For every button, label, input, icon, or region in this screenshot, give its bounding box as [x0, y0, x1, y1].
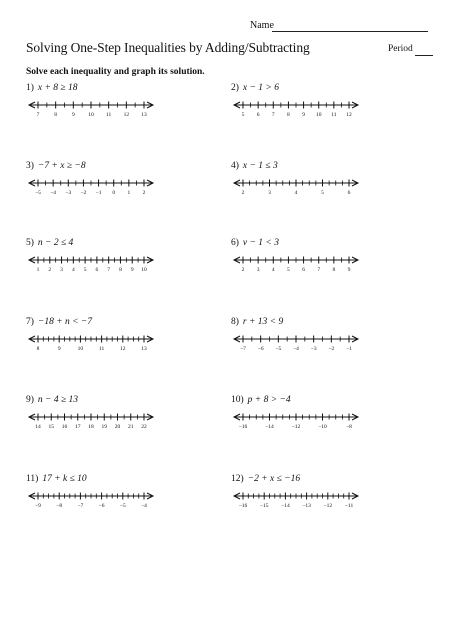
- tick-label: 17: [75, 424, 81, 430]
- tick-label: −10: [318, 424, 327, 430]
- inequality-expression: x + 8 ≥ 18: [37, 83, 78, 93]
- problem-10: [231, 395, 431, 455]
- tick-label: −5: [119, 503, 126, 509]
- inequality-expression: −7 + x ≥ −8: [37, 161, 86, 171]
- tick-label: 2: [142, 190, 146, 196]
- tick-label: −4: [293, 346, 299, 352]
- number-line[interactable]: [26, 482, 156, 512]
- tick-label: 12: [346, 112, 352, 118]
- tick-label: −2: [328, 346, 335, 352]
- tick-label: −8: [56, 503, 63, 509]
- tick-label: −4: [141, 503, 147, 509]
- number-line[interactable]: [26, 169, 156, 199]
- tick-label: −4: [50, 190, 57, 196]
- problem-1: [26, 83, 226, 143]
- instructions: Solve each inequality and graph its solution.: [26, 67, 205, 77]
- inequality-expression: −2 + x ≤ −16: [247, 474, 301, 484]
- tick-label: 18: [88, 424, 94, 430]
- tick-label: 4: [294, 190, 298, 196]
- tick-label: 1: [36, 267, 40, 273]
- problem-number: 5): [26, 238, 34, 248]
- problem-7: [26, 317, 226, 377]
- tick-label: 21: [128, 424, 134, 430]
- inequality-expression: x − 1 ≤ 3: [242, 161, 278, 171]
- problem-number: 4): [231, 161, 239, 171]
- tick-label: 12: [120, 346, 126, 352]
- tick-label: −13: [302, 503, 311, 509]
- tick-label: 22: [141, 424, 147, 430]
- problem-2: [231, 83, 431, 143]
- tick-label: 9: [57, 346, 61, 352]
- number-line[interactable]: [231, 482, 361, 512]
- problem-number: 12): [231, 474, 244, 484]
- tick-label: 5: [83, 267, 87, 273]
- problem-number: 8): [231, 317, 239, 327]
- tick-label: 11: [106, 112, 112, 118]
- tick-label: 3: [256, 267, 260, 273]
- name-blank-line[interactable]: [272, 31, 428, 32]
- inequality-expression: r + 13 < 9: [242, 317, 284, 327]
- problem-8: [231, 317, 431, 377]
- problem-9: [26, 395, 226, 455]
- tick-label: 3: [60, 267, 63, 273]
- inequality-expression: 17 + k ≤ 10: [42, 474, 87, 484]
- tick-label: 3: [268, 190, 271, 196]
- tick-label: −7: [240, 346, 246, 352]
- number-line[interactable]: [231, 246, 361, 276]
- number-line[interactable]: [231, 169, 361, 199]
- problem-number: 1): [26, 83, 34, 93]
- tick-label: 6: [95, 267, 99, 273]
- tick-label: 5: [321, 190, 324, 196]
- tick-label: 0: [112, 190, 116, 196]
- tick-label: 6: [347, 190, 351, 196]
- problem-12: [231, 474, 431, 534]
- tick-label: −3: [65, 190, 72, 196]
- number-line[interactable]: [26, 403, 156, 433]
- problem-4: [231, 161, 431, 221]
- tick-label: 11: [331, 112, 337, 118]
- tick-label: −16: [238, 503, 248, 509]
- tick-label: −11: [344, 503, 354, 509]
- inequality-expression: n − 4 ≥ 13: [37, 395, 79, 405]
- tick-label: 8: [36, 346, 40, 352]
- tick-label: 16: [61, 424, 68, 430]
- problem-number: 3): [26, 161, 34, 171]
- tick-label: 8: [287, 112, 290, 118]
- number-line[interactable]: [26, 91, 156, 121]
- tick-label: 4: [71, 267, 75, 273]
- tick-label: −12: [291, 424, 301, 430]
- tick-label: 9: [130, 267, 134, 273]
- number-line[interactable]: [231, 91, 361, 121]
- problem-number: 7): [26, 317, 34, 327]
- tick-label: 7: [271, 112, 275, 118]
- tick-label: −14: [265, 424, 274, 430]
- tick-label: −1: [346, 346, 352, 352]
- tick-label: −3: [310, 346, 317, 352]
- tick-label: −1: [95, 190, 102, 196]
- tick-label: 10: [77, 346, 84, 352]
- tick-label: 2: [241, 190, 245, 196]
- tick-label: −8: [346, 424, 352, 430]
- tick-label: 7: [317, 267, 321, 273]
- tick-label: 9: [302, 112, 305, 118]
- tick-label: −16: [238, 424, 248, 430]
- tick-label: 13: [141, 112, 147, 118]
- tick-label: 10: [141, 267, 147, 273]
- period-blank-line[interactable]: [415, 55, 433, 56]
- problem-5: [26, 238, 226, 298]
- tick-label: 10: [315, 112, 322, 118]
- tick-label: 15: [48, 424, 54, 430]
- tick-label: 4: [271, 267, 275, 273]
- tick-label: −7: [77, 503, 84, 509]
- name-label: Name: [250, 20, 274, 31]
- tick-label: 1: [127, 190, 131, 196]
- tick-label: 14: [35, 424, 41, 430]
- tick-label: 13: [141, 346, 147, 352]
- tick-label: 10: [88, 112, 94, 118]
- tick-label: 2: [48, 267, 52, 273]
- tick-label: −6: [98, 503, 105, 509]
- tick-label: 8: [332, 267, 336, 273]
- problem-number: 9): [26, 395, 34, 405]
- tick-label: 8: [54, 112, 58, 118]
- tick-label: −9: [35, 503, 41, 509]
- inequality-expression: x − 1 > 6: [242, 83, 279, 93]
- problem-3: [26, 161, 226, 221]
- tick-label: 8: [119, 267, 122, 273]
- tick-label: −12: [323, 503, 333, 509]
- problem-number: 10): [231, 395, 244, 405]
- period-label: Period: [388, 44, 413, 54]
- tick-label: 6: [256, 112, 260, 118]
- tick-label: −5: [35, 190, 41, 196]
- number-line[interactable]: [231, 325, 361, 355]
- tick-label: 7: [107, 267, 111, 273]
- tick-label: −5: [275, 346, 282, 352]
- tick-label: −2: [80, 190, 87, 196]
- tick-label: −6: [257, 346, 264, 352]
- problem-number: 2): [231, 83, 239, 93]
- number-line[interactable]: [231, 403, 361, 433]
- problem-number: 11): [26, 474, 39, 484]
- tick-label: 6: [302, 267, 305, 273]
- problem-11: [26, 474, 226, 534]
- problem-number: 6): [231, 238, 239, 248]
- number-line[interactable]: [26, 325, 156, 355]
- worksheet-title: Solving One-Step Inequalities by Adding/Subtracting: [26, 40, 310, 55]
- tick-label: 20: [114, 424, 121, 430]
- tick-label: −15: [259, 503, 269, 509]
- inequality-expression: v − 1 < 3: [242, 238, 279, 248]
- tick-label: 11: [98, 346, 105, 352]
- inequality-expression: n − 2 ≤ 4: [37, 238, 74, 248]
- number-line[interactable]: [26, 246, 156, 276]
- tick-label: 9: [347, 267, 351, 273]
- tick-label: 12: [123, 112, 130, 118]
- tick-label: 2: [241, 267, 245, 273]
- inequality-expression: −18 + n < −7: [37, 317, 93, 327]
- inequality-expression: p + 8 > −4: [247, 395, 291, 405]
- tick-label: 5: [287, 267, 290, 273]
- tick-label: 19: [101, 424, 107, 430]
- tick-label: 9: [71, 112, 75, 118]
- problem-6: [231, 238, 431, 298]
- tick-label: −14: [281, 503, 290, 509]
- tick-label: 7: [36, 112, 40, 118]
- tick-label: 5: [241, 112, 245, 118]
